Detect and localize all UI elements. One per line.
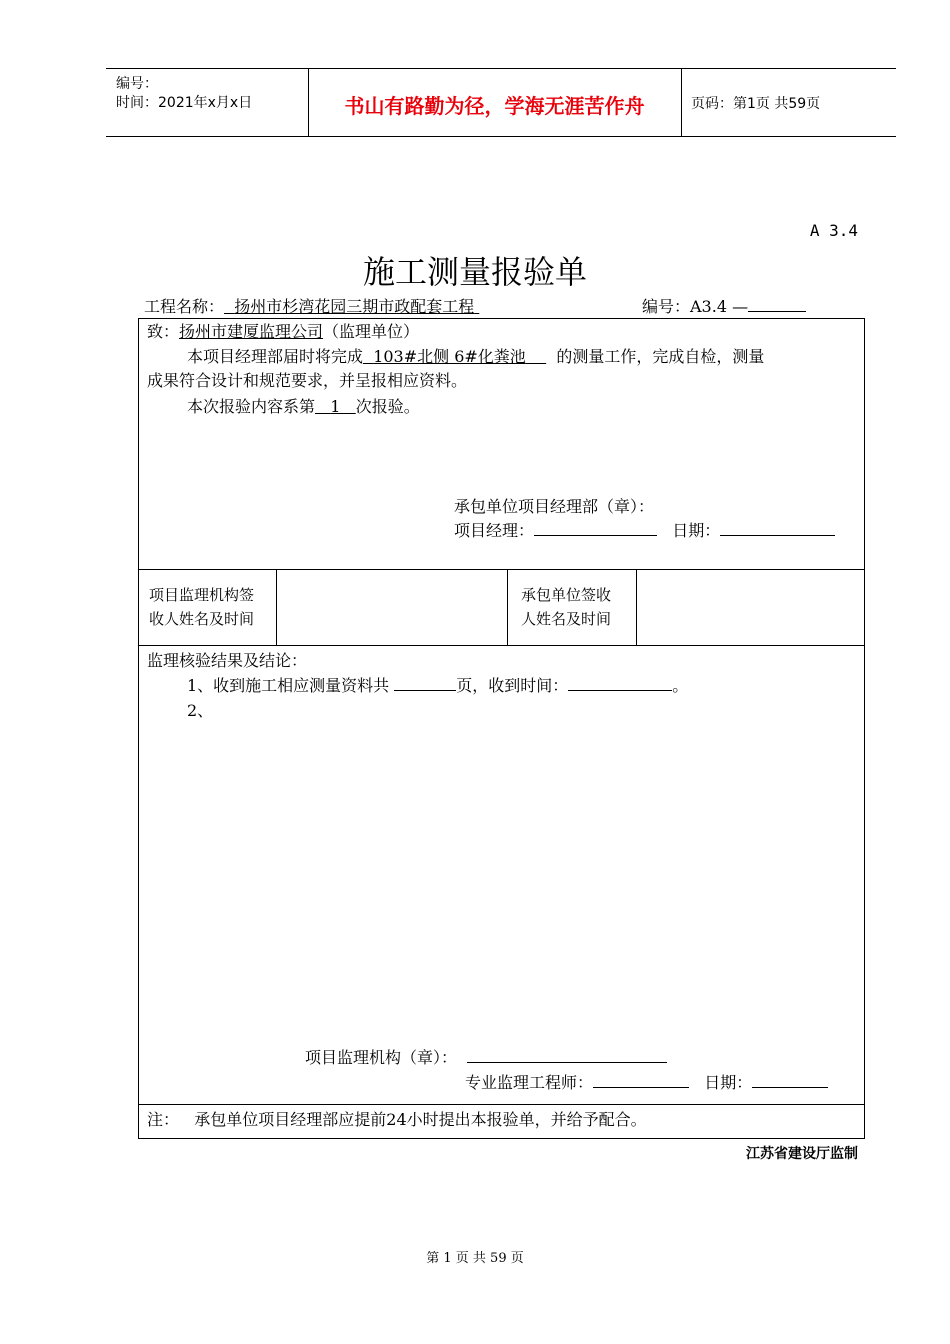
header-number-label: 编号： [116, 76, 158, 92]
note-label: 注： [147, 1110, 180, 1129]
page-footer: 第 1 页 共 59 页 [426, 1251, 524, 1266]
work-item: 103#北侧 6#化粪池 [373, 347, 526, 366]
date-label: 日期： [672, 521, 721, 540]
engineer-signature-blank[interactable] [593, 1073, 689, 1088]
header-motto-cell [308, 69, 682, 136]
result-date-blank[interactable] [752, 1073, 828, 1088]
result-date-label: 日期： [704, 1073, 753, 1092]
page-count-blank[interactable] [394, 676, 456, 691]
note-row [147, 1109, 647, 1131]
document-code: A 3.4 [809, 221, 858, 240]
pm-label: 项目经理： [454, 521, 535, 540]
engineer-label: 专业监理工程师： [465, 1073, 594, 1092]
header-page-cell [681, 69, 896, 136]
contractor-receiver-label: 承包单位签收 人姓名及时间 [521, 586, 612, 628]
form-box [138, 318, 865, 1139]
result-item-2-field[interactable] [209, 700, 849, 1030]
result-heading: 监理核验结果及结论： [147, 651, 308, 670]
supervisor-org: 扬州市建厦监理公司 [179, 322, 324, 341]
divider-2 [139, 645, 864, 646]
project-label: 工程名称： [144, 297, 225, 316]
addressee-line: 致：扬州市建厦监理公司（监理单位） [147, 322, 420, 341]
form-number-label: 编号：A3.4 — [642, 297, 749, 316]
result-item-1: 1、收到施工相应测量资料共 页，收到时间： 。 [187, 676, 689, 695]
form-number-row [642, 294, 806, 317]
note-text: 承包单位项目经理部应提前24小时提出本报验单，并给予配合。 [194, 1110, 647, 1129]
paragraph-1-line-2: 成果符合设计和规范要求，并呈报相应资料。 [147, 371, 468, 390]
project-name-row [144, 294, 479, 317]
header-motto: 书山有路勤为径，学海无涯苦作舟 [344, 94, 645, 118]
page-header [106, 68, 896, 137]
paragraph-1-line-1: 本项目经理部届时将完成 103#北侧 6#化粪池 的测量工作，完成自检，测量 [187, 347, 765, 366]
supervisor-org-seal-blank[interactable] [467, 1048, 667, 1063]
supervisor-org-seal-row: 项目监理机构（章）： [305, 1047, 667, 1069]
pm-signature-blank[interactable] [534, 521, 657, 536]
sign-row-divider-2 [507, 569, 508, 645]
divider-3 [139, 1104, 864, 1105]
form-number-blank[interactable] [748, 297, 806, 312]
header-time-label: 时间：2021年x月x日 [116, 95, 253, 111]
issuing-authority: 江苏省建设厅监制 [746, 1146, 858, 1162]
engineer-date-row [465, 1072, 828, 1094]
contractor-receiver-field[interactable] [637, 570, 864, 645]
inspection-count: 1 [330, 397, 341, 416]
header-page-info: 页码：第1页 共59页 [691, 96, 821, 112]
pm-date-row [454, 520, 835, 542]
header-left-cell [106, 69, 309, 136]
pm-date-blank[interactable] [720, 521, 835, 536]
supervisor-receiver-label: 项目监理机构签 收人姓名及时间 [149, 586, 255, 628]
project-name-value: 扬州市杉湾花园三期市政配套工程 [234, 297, 475, 316]
paragraph-2: 本次报验内容系第 1 次报验。 [187, 397, 420, 416]
receive-time-blank[interactable] [568, 676, 672, 691]
supervisor-receiver-field[interactable] [277, 570, 507, 645]
contractor-dept-seal: 承包单位项目经理部（章）： [454, 497, 655, 516]
form-title: 施工测量报验单 [362, 253, 587, 291]
result-item-2: 2、 [187, 701, 214, 720]
